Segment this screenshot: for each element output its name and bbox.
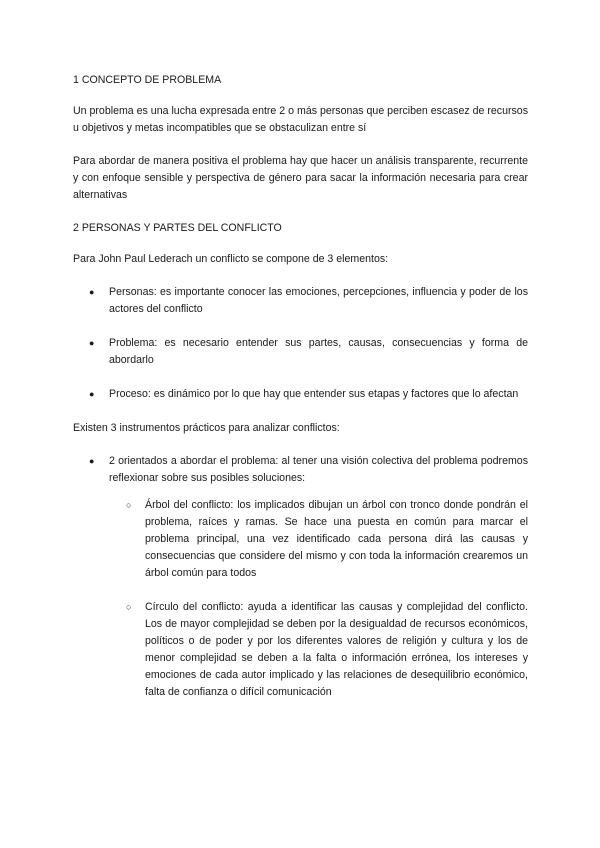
section-1-heading: 1 CONCEPTO DE PROBLEMA <box>73 74 222 86</box>
sub-list-item <box>109 599 528 701</box>
instruments-sublist <box>109 497 528 701</box>
bullet-icon: ● <box>89 338 95 348</box>
sub-list-item-text: Árbol del conflicto: los implicados dibujan un árbol con tronco donde pondrán el problema, raíces y ramas. Se hace una puesta en común para marcar el problema principal, una vez identificado cada persona dirá las causas y consecuencias que considere del mismo y con toda la información crearemos un árbol común para todos <box>145 499 528 579</box>
list-item-text: Proceso: es dinámico por lo que hay que entender sus etapas y factores que lo afectan <box>109 388 519 400</box>
section-1-paragraph-2: Para abordar de manera positiva el problema hay que hacer un análisis transparente, recurrente y con enfoque sensible y perspectiva de género para sacar la información necesaria para crear alternativas <box>73 155 528 201</box>
section-2-heading: 2 PERSONAS Y PARTES DEL CONFLICTO <box>73 222 282 234</box>
document-body <box>73 72 528 718</box>
list-item-text: Personas: es importante conocer las emociones, percepciones, influencia y poder de los actores del conflicto <box>109 286 528 315</box>
bullet-icon: ● <box>89 389 95 399</box>
list-item-text: Problema: es necesario entender sus partes, causas, consecuencias y forma de abordarlo <box>109 337 528 366</box>
sub-list-item <box>109 497 528 582</box>
instruments-intro: Existen 3 instrumentos prácticos para analizar conflictos: <box>73 422 340 434</box>
bullet-icon: ● <box>89 456 95 466</box>
instruments-list <box>73 453 528 701</box>
sub-list-item-text: Círculo del conflicto: ayuda a identificar las causas y complejidad del conflicto. Los de mayor complejidad se deben por la desigualdad de recursos económicos, políticos o de poder y por los diferentes valores de religión y cultura y los de menor complejidad se deben a la falta o información errónea, los intereses y emociones de cada autor implicado y las relaciones de desequilibrio económico, falta de confianza o difícil comunicación <box>145 601 528 698</box>
list-item <box>73 453 528 701</box>
section-1-paragraph-1: Un problema es una lucha expresada entre 2 o más personas que perciben escasez de recursos u objetivos y metas incompatibles que se obstaculizan entre sí <box>73 105 528 134</box>
elements-list <box>73 284 528 403</box>
list-item <box>73 386 528 403</box>
section-2-intro: Para John Paul Lederach un conflicto se compone de 3 elementos: <box>73 253 389 265</box>
bullet-icon: ● <box>89 287 95 297</box>
hollow-bullet-icon: ○ <box>126 500 132 510</box>
list-item <box>73 284 528 318</box>
list-item <box>73 335 528 369</box>
list-item-text: 2 orientados a abordar el problema: al tener una visión colectiva del problema podremos reflexionar sobre sus posibles soluciones: <box>109 455 528 484</box>
hollow-bullet-icon: ○ <box>126 602 132 612</box>
